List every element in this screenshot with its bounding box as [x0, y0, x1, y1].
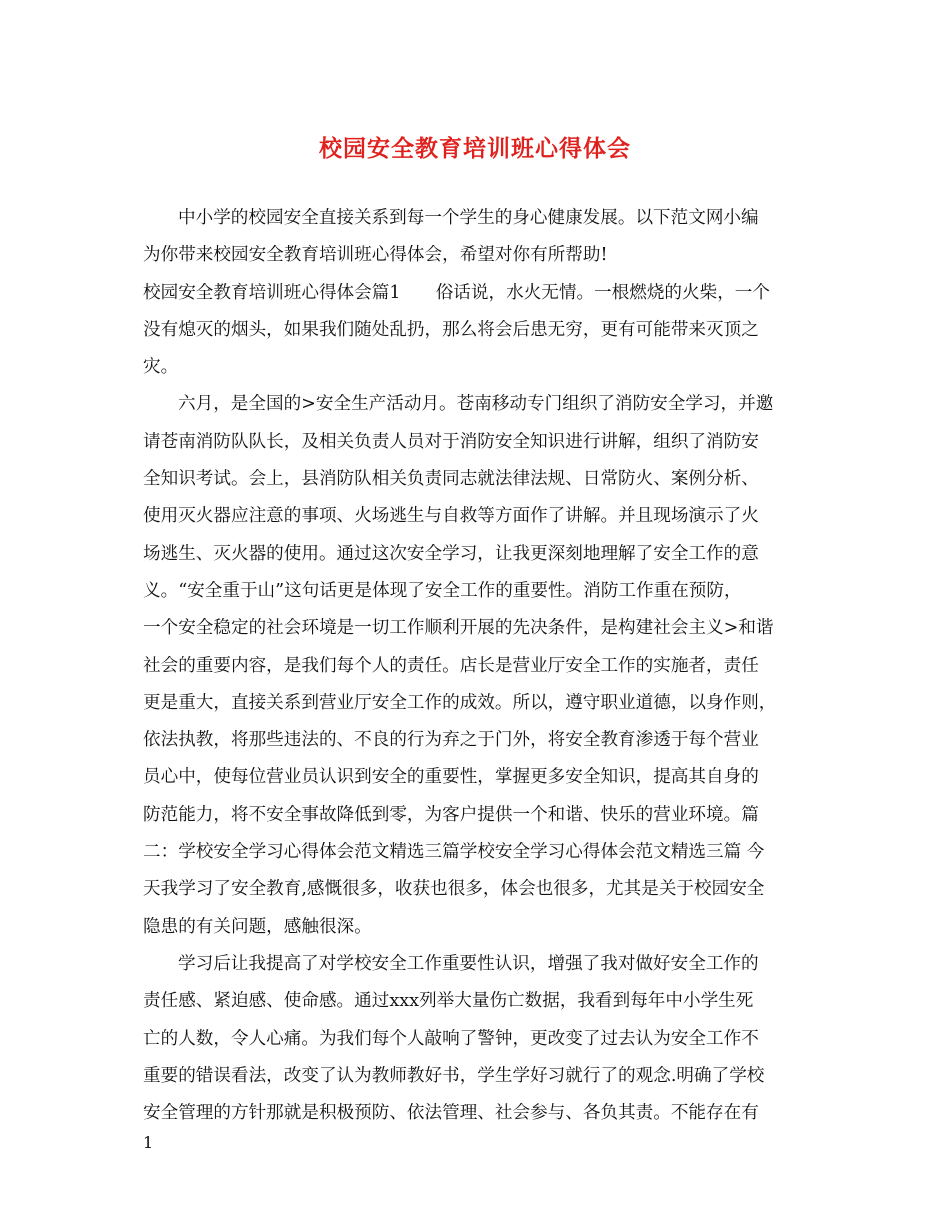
body-line: 灾。 [143, 357, 179, 378]
body-line: 全知识考试。会上，县消防队相关负责同志就法律法规、日常防火、案例分析、 [143, 469, 759, 490]
body-line: 防范能力，将不安全事故降低到零，为客户提供一个和谐、快乐的营业环境。篇 [143, 804, 759, 825]
body-line: 二：学校安全学习心得体会范文精选三篇学校安全学习心得体会范文精选三篇 今 [143, 842, 765, 863]
body-line: 请苍南消防队队长，及相关负责人员对于消防安全知识进行讲解，组织了消防安 [143, 431, 759, 452]
body-line: 使用灭火器应注意的事项、火场逃生与自救等方面作了讲解。并且现场演示了火 [143, 506, 759, 527]
body-line: 更是重大，直接关系到营业厅安全工作的成效。所以，遵守职业道德，以身作则， [143, 692, 777, 713]
body-line: 天我学习了安全教育,感慨很多，收获也很多，体会也很多，尤其是关于校园安全 [143, 879, 765, 900]
page-number: 1 [143, 1133, 154, 1152]
body-line: 重要的错误看法，改变了认为教师教好书，学生学好习就行了的观念.明确了学校 [143, 1065, 765, 1086]
body-line: 义。“安全重于山”这句话更是体现了安全工作的重要性。消防工作重在预防， [143, 580, 742, 601]
body-line: 亡的人数，令人心痛。为我们每个人敲响了警钟，更改变了过去认为安全工作不 [143, 1028, 759, 1049]
body-line: 员心中，使每位营业员认识到安全的重要性，掌握更多安全知识，提高其自身的 [143, 767, 759, 788]
body-line: 社会的重要内容，是我们每个人的责任。店长是营业厅安全工作的实施者，责任 [143, 655, 759, 676]
body-line: 一个安全稳定的社会环境是一切工作顺利开展的先决条件，是构建社会主义>和谐 [143, 618, 774, 639]
body-line: 依法执教，将那些违法的、不良的行为弃之于门外，将安全教育渗透于每个营业 [143, 730, 759, 751]
body-line: 学习后让我提高了对学校安全工作重要性认识，增强了我对做好安全工作的 [178, 953, 759, 974]
body-line: 责任感、紧迫感、使命感。通过xxx列举大量伤亡数据，我看到每年中小学生死 [143, 991, 754, 1012]
body-line: 场逃生、灭火器的使用。通过这次安全学习，让我更深刻地理解了安全工作的意 [143, 543, 759, 564]
document-title: 校园安全教育培训班心得体会 [319, 135, 631, 162]
body-line: 校园安全教育培训班心得体会篇1 俗话说，水火无情。一根燃烧的火柴，一个 [143, 282, 770, 303]
document-body [143, 200, 813, 1132]
body-line: 隐患的有关问题，感触很深。 [143, 916, 372, 937]
body-line: 为你带来校园安全教育培训班心得体会，希望对你有所帮助! [143, 245, 608, 266]
body-line: 没有熄灭的烟头，如果我们随处乱扔，那么将会后患无穷，更有可能带来灭顶之 [143, 319, 759, 340]
body-line: 中小学的校园安全直接关系到每一个学生的身心健康发展。以下范文网小编 [178, 208, 759, 228]
body-line: 六月，是全国的>安全生产活动月。苍南移动专门组织了消防安全学习，并邀 [178, 394, 774, 415]
body-line: 安全管理的方针那就是积极预防、依法管理、社会参与、各负其责。不能存在有 [143, 1103, 759, 1124]
